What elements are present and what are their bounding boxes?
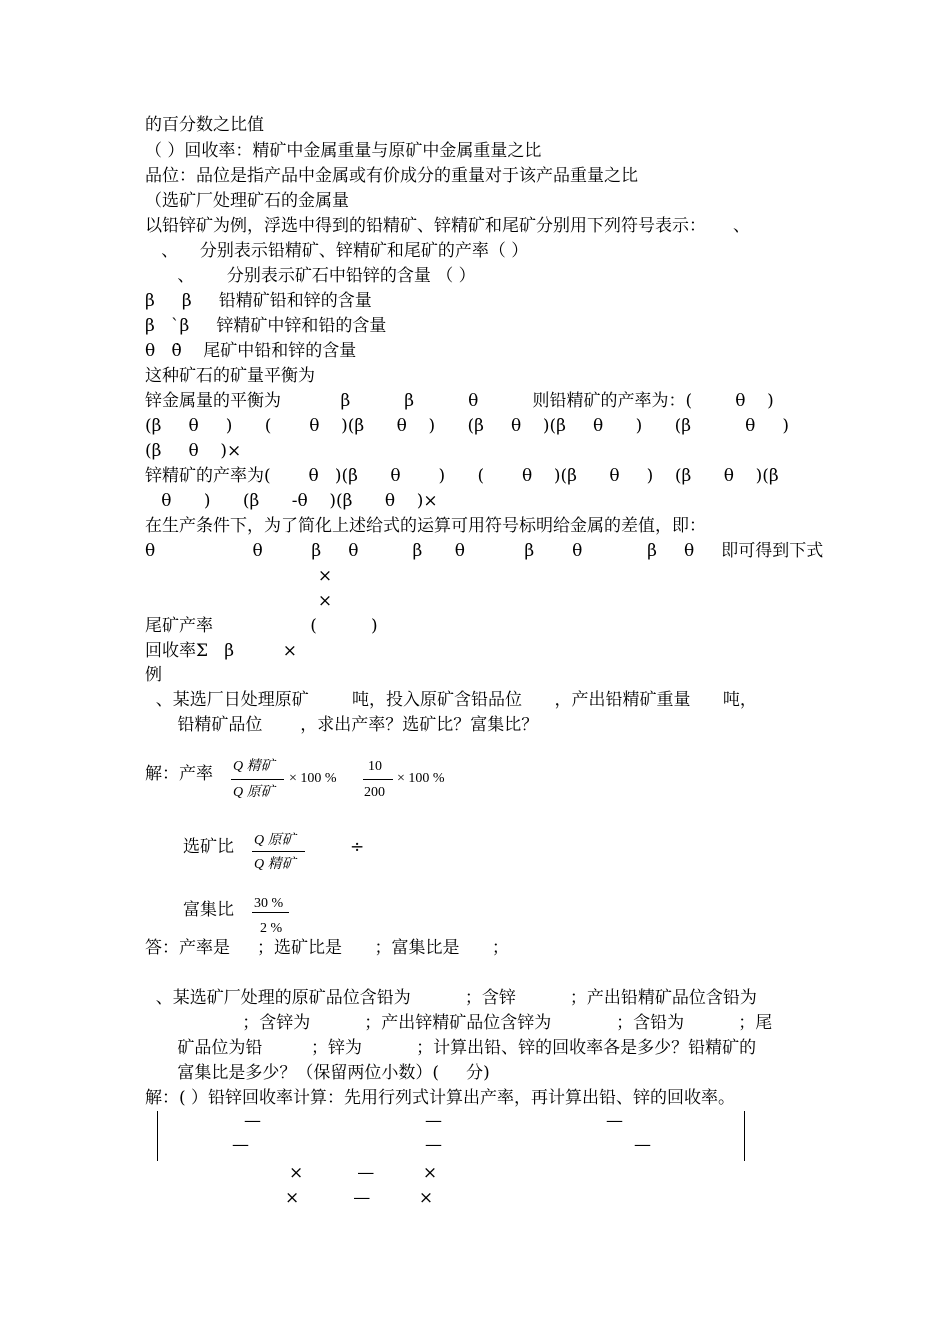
divide-sign: ÷ bbox=[350, 837, 365, 857]
determinant-left-bar bbox=[157, 1111, 158, 1161]
frac2-bar bbox=[363, 779, 393, 780]
line-20: × bbox=[145, 591, 333, 611]
line-15: 锌精矿的产率为( θ )(β θ ) ( θ )(β θ ) (β θ )(β bbox=[145, 466, 779, 486]
line-4: （选矿厂处理矿石的金属量 bbox=[145, 191, 349, 211]
line-25: 铅精矿品位 ，求出产率？选矿比？富集比？ bbox=[145, 715, 539, 735]
line-12: 锌金属量的平衡为 β β θ 则铅精矿的产率为：( θ ) bbox=[145, 391, 774, 411]
det-expr-1: × — × bbox=[289, 1163, 438, 1183]
line-18: θ θ β θ β θ β θ β θ 即可得到下式 bbox=[145, 541, 824, 561]
frac3-denominator: Q 精矿 bbox=[254, 857, 296, 872]
ex2-line-2: ；含锌为 ；产出锌精矿品位含锌为 ；含铅为 ；尾 bbox=[145, 1013, 773, 1033]
frac1-denominator: Q 原矿 bbox=[233, 785, 275, 800]
det-mark-6: — bbox=[634, 1135, 651, 1155]
line-17: 在生产条件下，为了简化上述给式的运算可用符号标明给金属的差值，即： bbox=[145, 516, 706, 536]
line-1: 的百分数之比值 bbox=[145, 115, 264, 135]
frac3-numerator: Q 原矿 bbox=[254, 833, 296, 848]
frac3-bar bbox=[252, 851, 305, 852]
frac2-times: × 100 % bbox=[397, 771, 445, 786]
line-8: β β 铅精矿铅和锌的含量 bbox=[145, 291, 372, 311]
det-expr-2: × — × bbox=[285, 1188, 434, 1208]
answer-line: 答：产率是 ；选矿比是 ；富集比是 ； bbox=[145, 938, 509, 958]
line-7: 、 分别表示矿石中铅锌的含量 （ ） bbox=[145, 266, 476, 286]
ex2-line-5: 解：( ）铅锌回收率计算：先用行列式计算出产率，再计算出铅、锌的回收率。 bbox=[145, 1088, 736, 1108]
line-21: 尾矿产率 ( ) bbox=[145, 616, 378, 636]
line-24: 、某选厂日处理原矿 吨，投入原矿含铅品位 ，产出铅精矿重量 吨， bbox=[145, 690, 757, 710]
solution-yield-label: 解：产率 bbox=[145, 764, 213, 784]
line-2: （ ）回收率：精矿中金属重量与原矿中金属重量之比 bbox=[145, 141, 542, 161]
determinant-right-bar bbox=[744, 1111, 745, 1161]
line-9: β ˋβ 锌精矿中锌和铅的含量 bbox=[145, 316, 387, 336]
frac1-numerator: Q 精矿 bbox=[233, 759, 275, 774]
line-19: × bbox=[145, 566, 333, 586]
line-5: 以铅锌矿为例，浮选中得到的铅精矿、锌精矿和尾矿分别用下列符号表示： 、 bbox=[145, 216, 751, 236]
frac2-denominator: 200 bbox=[364, 785, 385, 800]
det-mark-3: — bbox=[606, 1111, 623, 1131]
frac1-bar bbox=[231, 779, 284, 780]
line-23: 例 bbox=[145, 665, 162, 685]
det-mark-1: — bbox=[244, 1111, 261, 1131]
ratio-label: 选矿比 bbox=[183, 837, 234, 857]
line-10: θ θ̇ 尾矿中铅和锌的含量 bbox=[145, 341, 357, 361]
line-22: 回收率Σ β × bbox=[145, 641, 297, 661]
det-mark-4: — bbox=[232, 1135, 249, 1155]
det-mark-5: — bbox=[425, 1135, 442, 1155]
ex2-line-4: 富集比是多少？（保留两位小数）( 分) bbox=[145, 1063, 490, 1083]
det-mark-2: — bbox=[425, 1111, 442, 1131]
frac1-times: × 100 % bbox=[289, 771, 337, 786]
frac4-numerator: 30 % bbox=[254, 896, 284, 911]
ex2-line-3: 矿品位为铅 ；锌为 ；计算出铅、锌的回收率各是多少？铅精矿的 bbox=[145, 1038, 757, 1058]
line-6: 、 分别表示铅精矿、锌精矿和尾矿的产率（ ） bbox=[145, 241, 529, 261]
line-14: (β θ )× bbox=[145, 441, 242, 461]
enrichment-label: 富集比 bbox=[183, 900, 234, 920]
line-16: θ ) (β ‑θ )(β θ )× bbox=[145, 491, 438, 511]
frac4-denominator: 2 % bbox=[260, 921, 283, 936]
line-13: (β θ ) ( θ )(β θ ) (β θ )(β θ ) (β θ ) bbox=[145, 416, 790, 436]
line-3: 品位：品位是指产品中金属或有价成分的重量对于该产品重量之比 bbox=[145, 166, 638, 186]
line-11: 这种矿石的矿量平衡为 bbox=[145, 366, 315, 386]
frac2-numerator: 10 bbox=[368, 759, 382, 774]
frac4-bar bbox=[252, 912, 289, 913]
ex2-line-1: 、某选矿厂处理的原矿品位含铅为 ；含锌 ；产出铅精矿品位含铅为 bbox=[145, 988, 757, 1008]
